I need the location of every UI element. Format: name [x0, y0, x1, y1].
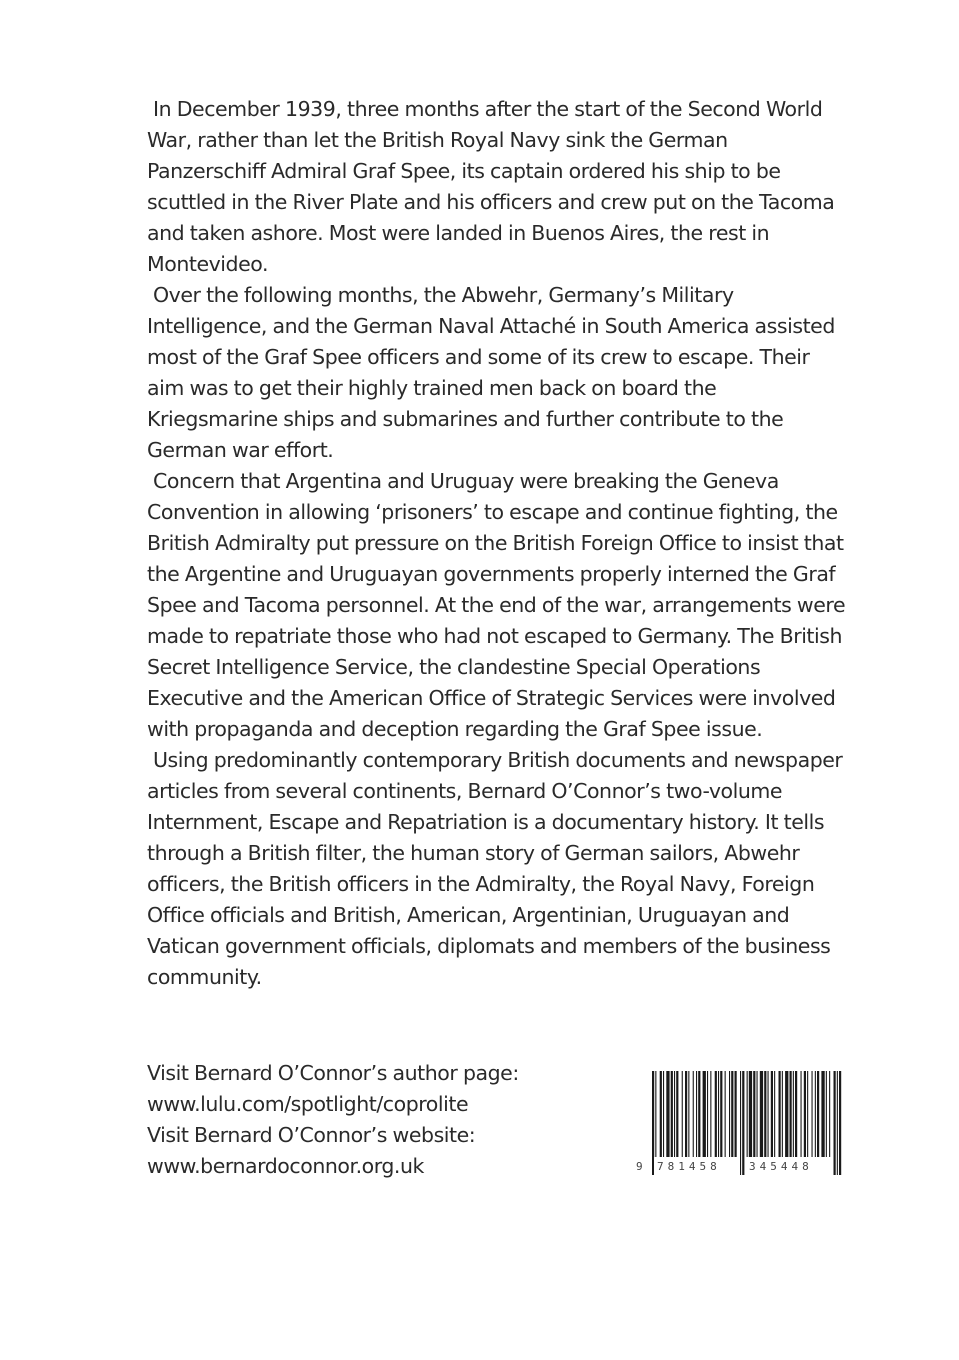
barcode-bar [839, 1071, 841, 1175]
barcode-bar [718, 1071, 719, 1157]
paragraph-4: Using predominantly contemporary British documents and newspaper articles from several continents, Bernard O’Connor’s two-volume Internment, Escape and Repatriation is a documentary history. It tells through a British filter, the human story of German sailors, Abwehr officers, the British officers in the Admiralty, the Royal Navy, Foreign Office officials and British, American, Argentinian, Uruguayan and Vatican government officials, diplomats and members of the business community. [147, 748, 843, 989]
barcode-bar [682, 1071, 683, 1157]
barcode-bar [821, 1071, 824, 1157]
barcode-bar [693, 1071, 694, 1157]
barcode-bar [826, 1071, 827, 1157]
barcode-bar [666, 1071, 669, 1157]
barcode-bar [676, 1071, 678, 1157]
barcode-bar [771, 1071, 773, 1157]
barcode-bar [793, 1071, 794, 1157]
paragraph-3: Concern that Argentina and Uruguay were breaking the Geneva Convention in allowing ‘prisoners’ to escape and continue fighting, the British Admiralty put pressure on the British Foreign Office to insist that the Argentine and Uruguayan governments properly interned the Graf Spee and Tacoma personnel. At the end of the war, arrangements were made to repatriate those who had not escaped to Germany. The British Secret Intelligence Service, the clandestine Special Operations Executive and the American Office of Strategic Services were involved with propaganda and deception regarding the Graf Spee issue. [147, 469, 846, 741]
barcode-bar [768, 1071, 769, 1157]
author-page-link[interactable]: www.lulu.com/spotlight/coprolite [147, 1092, 469, 1116]
barcode-bar [663, 1071, 664, 1157]
paragraph-2: Over the following months, the Abwehr, Germany’s Military Intelligence, and the German Naval Attaché in South America assisted most of the Graf Spee officers and some of its crew to escape. Their aim was to get their highly trained men back on board the Kriegsmarine ships and submarines and further contribute to the German war effort. [147, 283, 835, 462]
barcode-graphic [634, 1071, 842, 1175]
barcode-right-digits: 345448 [749, 1160, 813, 1173]
barcode-bar [725, 1071, 726, 1157]
website-link[interactable]: www.bernardoconnor.org.uk [147, 1154, 424, 1178]
barcode-bar [660, 1071, 662, 1157]
barcode-bar [710, 1071, 711, 1157]
barcode-bar [795, 1071, 797, 1157]
barcode-bar [782, 1071, 783, 1157]
barcode-bar [685, 1071, 687, 1157]
barcode-bar [760, 1071, 763, 1157]
barcode-bar [674, 1071, 675, 1157]
barcode-bar [817, 1071, 819, 1157]
barcode-bar [703, 1071, 706, 1157]
barcode-left-digits: 781458 [657, 1160, 721, 1173]
barcode-bar [837, 1071, 838, 1175]
barcode-bar [688, 1071, 689, 1157]
barcode-bar [812, 1071, 813, 1157]
barcode-lead-digit: 9 [636, 1160, 643, 1173]
barcode-bar [753, 1071, 755, 1157]
barcode-bar [829, 1071, 830, 1157]
author-page-label: Visit Bernard O’Connor’s author page: [147, 1061, 519, 1085]
barcode-bar [774, 1071, 775, 1157]
barcode-bar [749, 1071, 752, 1157]
barcode-bar [740, 1071, 741, 1175]
barcode-bar [804, 1071, 806, 1157]
barcode-bar [807, 1071, 808, 1157]
barcode-bar [652, 1071, 654, 1175]
website-label: Visit Bernard O’Connor’s website: [147, 1123, 476, 1147]
barcode-bar [764, 1071, 766, 1157]
back-cover-text [147, 94, 847, 993]
barcode-bar [747, 1071, 748, 1157]
barcode-bar [731, 1071, 733, 1157]
paragraph-1: In December 1939, three months after the start of the Second World War, rather than let the British Royal Navy sink the German Panzerschiff Admiral Graf Spee, its captain ordered his ship to be scuttled in the River Plate and his officers and crew put on the Tacoma and taken ashore. Most were landed in Buenos Aires, the rest in Montevideo. [147, 97, 835, 276]
barcode-bar [671, 1071, 673, 1157]
barcode-bar [698, 1071, 700, 1157]
barcode-bar [785, 1071, 788, 1157]
barcode-bar [834, 1071, 836, 1175]
barcode-bar [790, 1071, 792, 1157]
barcode-bar [735, 1071, 737, 1157]
barcode-bar [720, 1071, 722, 1157]
isbn-barcode [634, 1071, 842, 1175]
barcode-bar [742, 1071, 744, 1175]
barcode-bar [779, 1071, 781, 1157]
barcode-bar [715, 1071, 717, 1157]
barcode-bar [801, 1071, 802, 1157]
barcode-bar [729, 1071, 730, 1157]
barcode-bar [757, 1071, 758, 1157]
barcode-bar [696, 1071, 697, 1157]
barcode-bar [815, 1071, 816, 1157]
author-links [147, 1058, 607, 1182]
barcode-bar [707, 1071, 708, 1157]
